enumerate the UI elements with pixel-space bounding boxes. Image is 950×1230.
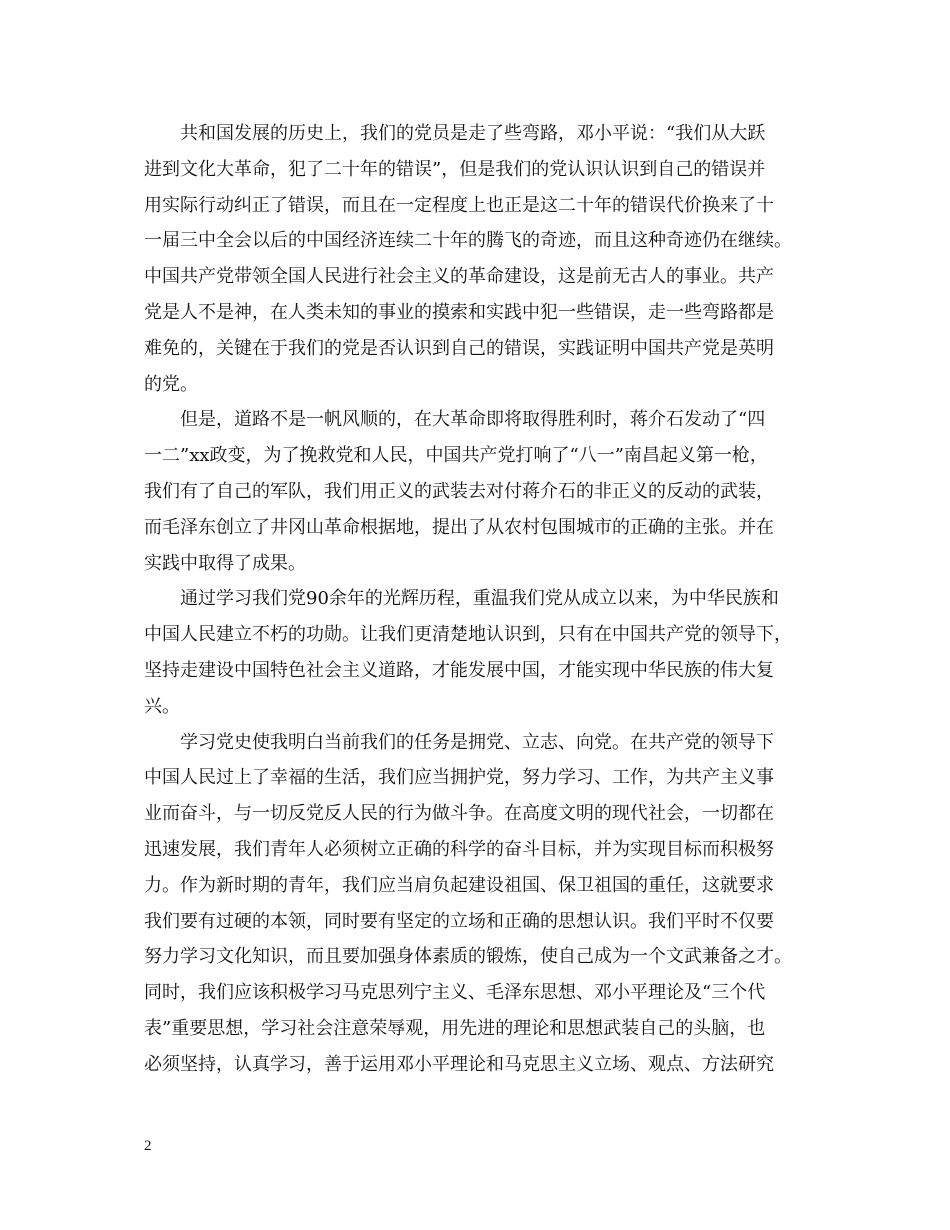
paragraph-revolution-path: 但是，道路不是一帆风顺的，在大革命即将取得胜利时，蒋介石发动了“四 一二”xx政变，为了挽救党和人民，中国共产党打响了“八一”南昌起义第一枪， 我们有了自己的军队，我们用正义的武装去对付蒋介石的非正义的反动的武装， 而毛泽东创立了井冈山革命根据地，提出了从农村包围城市的正确的主张。并在 实践中取得了成果。 [144,409,774,574]
document-body [144,116,828,1083]
paragraph-history-detour: 共和国发展的历史上，我们的党员是走了些弯路，邓小平说：“我们从大跃 进到文化大革命，犯了二十年的错误”，但是我们的党认识认识到自己的错误并 用实际行动纠正了错误，而且在一定程度上也正是这二十年的错误代价换来了十 一届三中全会以后的中国经济连续二十年的腾飞的奇迹，而且这种奇迹仍在继续。 中国共产党带领全国人民进行社会主义的革命建设，这是前无古人的事业。共产 党是人不是神，在人类未知的事业的摸索和实践中犯一些错误，走一些弯路都是 难免的，关键在于我们的党是否认识到自己的错误，实践证明中国共产党是英明 的党。 [144,123,792,395]
paragraph-current-tasks: 学习党史使我明白当前我们的任务是拥党、立志、向党。在共产党的领导下 中国人民过上了幸福的生活，我们应当拥护党，努力学习、工作，为共产主义事 业而奋斗，与一切反党反人民的行为做斗争。在高度文明的现代社会，一切都在 迅速发展，我们青年人必须树立正确的科学的奋斗目标，并为实现目标而积极努 力。作为新时期的青年，我们应当肩负起建设祖国、保卫祖国的重任，这就要求 我们要有过硬的本领，同时要有坚定的立场和正确的思想认识。我们平时不仅要 努力学习文化知识，而且要加强身体素质的锻炼，使自己成为一个文武兼备之才。 同时，我们应该积极学习马克思列宁主义、毛泽东思想、邓小平理论及“三个代 表”重要思想，学习社会注意荣辱观，用先进的理论和思想武装自己的头脑，也 必须坚持，认真学习，善于运用邓小平理论和马克思主义立场、观点、方法研究 [144,731,792,1075]
page-number: 2 [144,1138,152,1154]
paragraph-learning-history: 通过学习我们党90余年的光辉历程，重温我们党从成立以来，为中华民族和 中国人民建立不朽的功勋。让我们更清楚地认识到，只有在中国共产党的领导下， 坚持走建设中国特色社会主义道路，才能发展中国，才能实现中华民族的伟大复 兴。 [144,588,792,717]
